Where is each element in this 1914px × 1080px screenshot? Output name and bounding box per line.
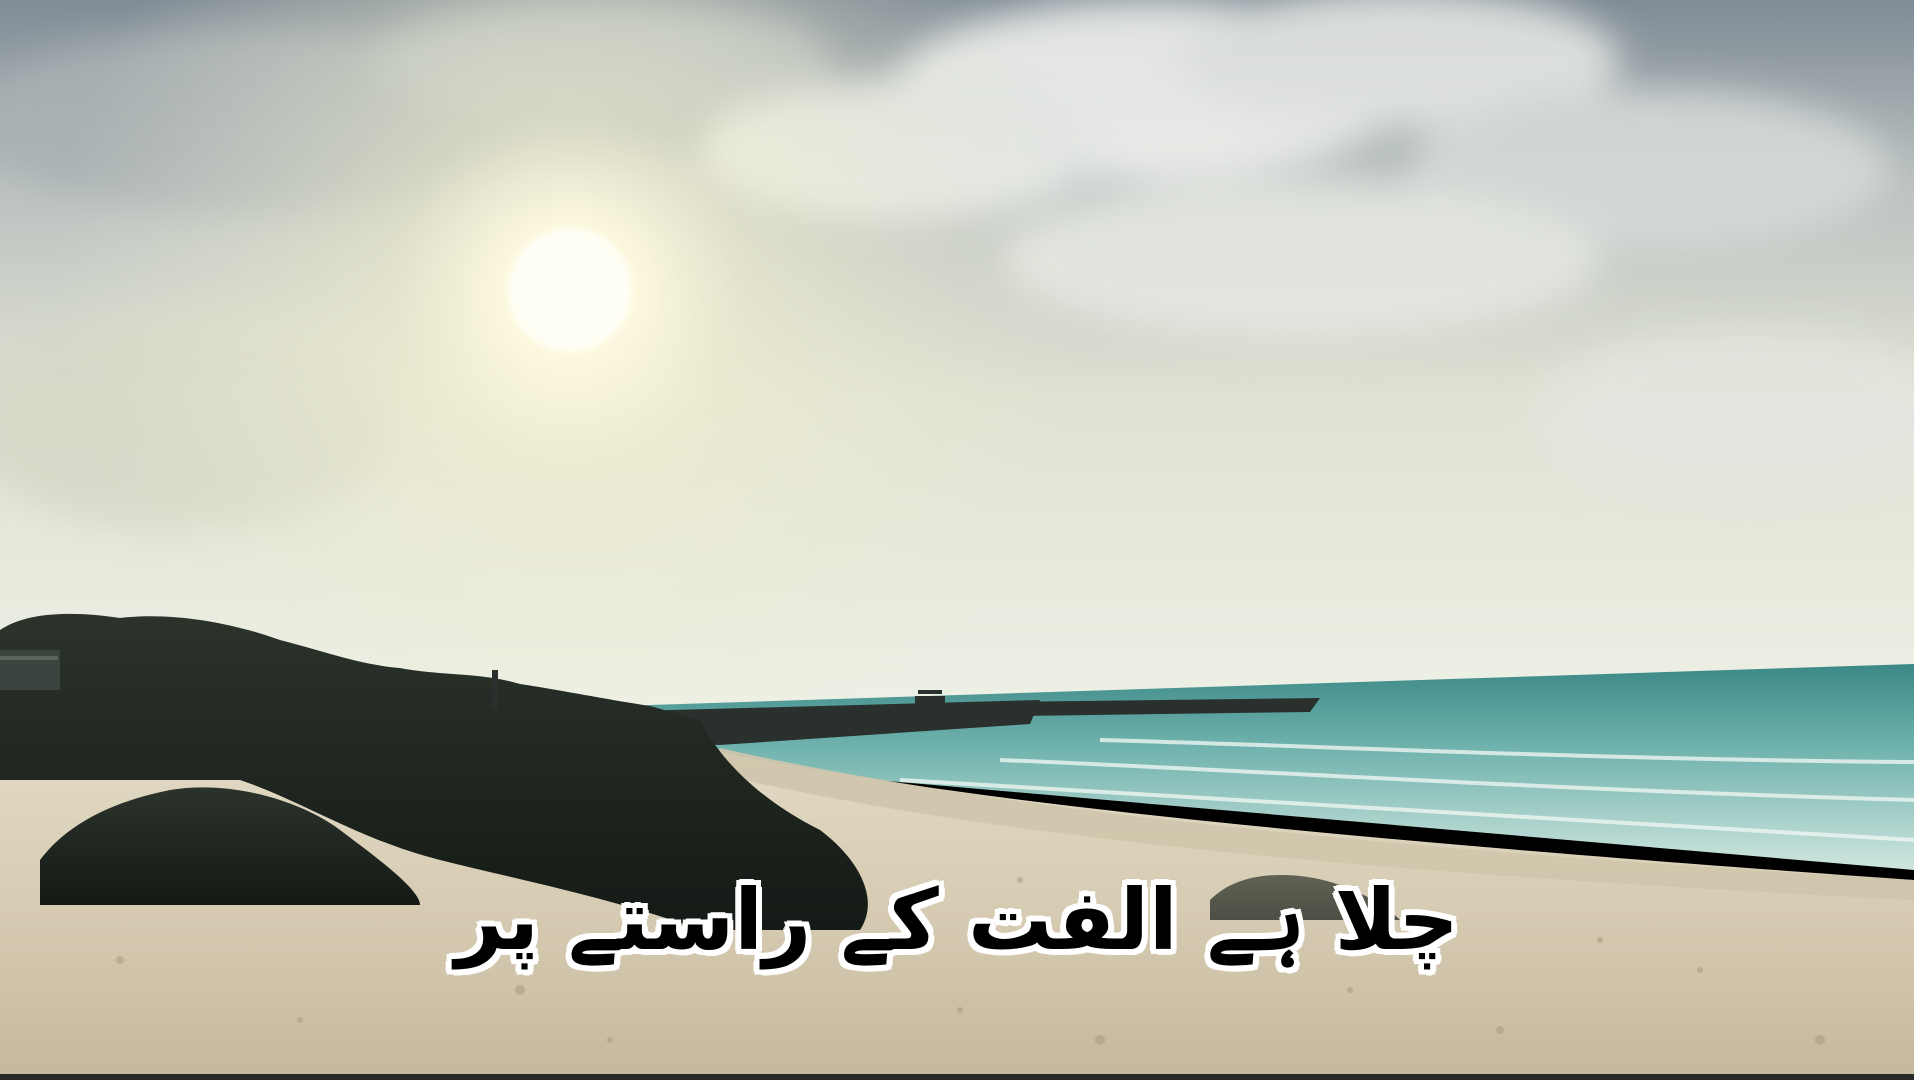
urdu-caption: چلا ہے الفت کے راستے پر (455, 871, 1459, 969)
lamp-post (492, 670, 498, 710)
sun (508, 228, 632, 352)
building-roof (0, 656, 58, 660)
bottom-edge (0, 1074, 1914, 1080)
